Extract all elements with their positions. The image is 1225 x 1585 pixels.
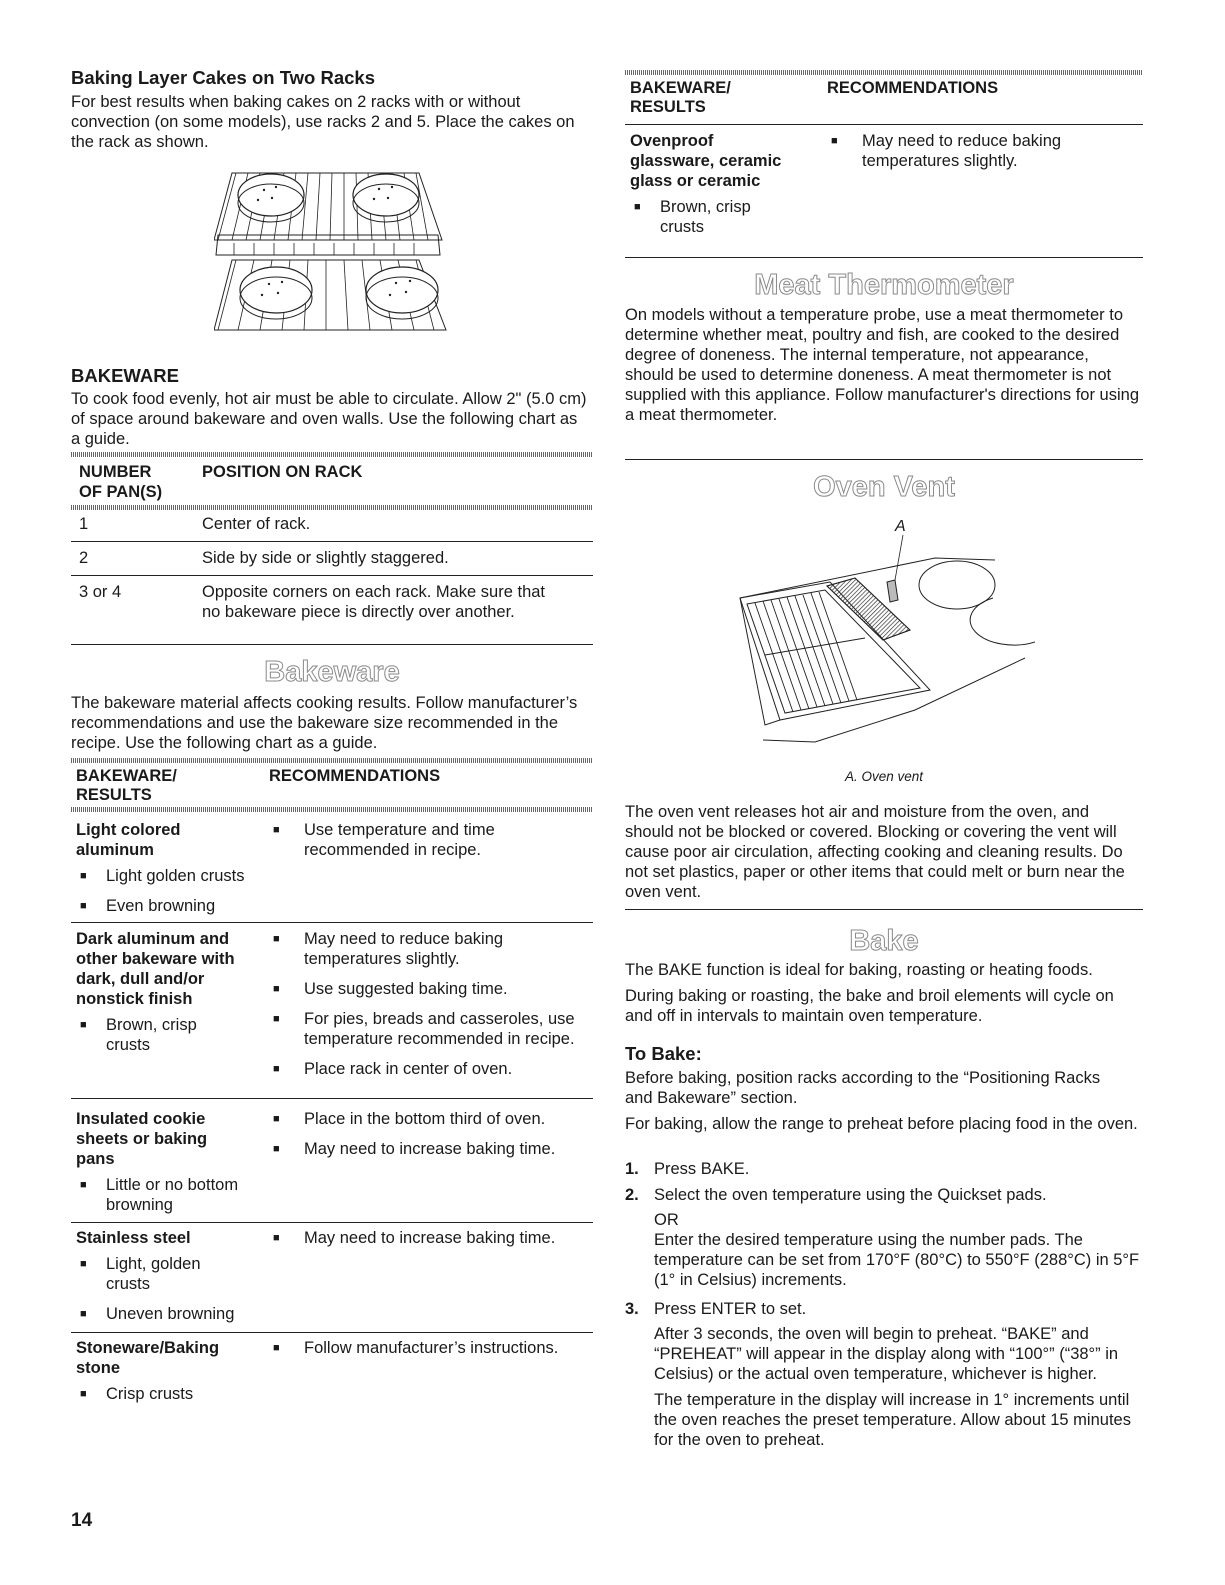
material-name-line: glassware, ceramic xyxy=(630,152,782,170)
header-number-of-pans-line2: OF PAN(S) xyxy=(79,483,163,501)
list-item xyxy=(625,1185,1143,1290)
meat-thermometer-title: Meat Thermometer xyxy=(754,269,1014,301)
recommendation-item: ■ For pies, breads and casseroles, use temperature recommended in recipe. xyxy=(269,1009,579,1049)
material-name-line: glass or ceramic xyxy=(630,172,761,190)
step-or: OR xyxy=(654,1211,679,1229)
bakeware-positions-text: To cook food evenly, hot air must be able to circulate. Allow 2" (5.0 cm) of space around bakeware and oven walls. Use the following chart as a guide. xyxy=(71,390,587,448)
step-text: Press ENTER to set. xyxy=(654,1300,807,1318)
row-rule xyxy=(71,1098,593,1099)
material-name-line: sheets or baking xyxy=(76,1130,208,1148)
layer-cakes-text: For best results when baking cakes on 2 racks with or without convection (on some models), use racks 2 and 5. Place the cakes on the rack as shown. xyxy=(71,93,575,151)
bake-p2: During baking or roasting, the bake and broil elements will cycle on and off in intervals to maintain oven temperature. xyxy=(625,987,1114,1025)
result-item: ■ Uneven browning xyxy=(76,1304,266,1324)
material-name-line: aluminum xyxy=(76,841,154,859)
table-row-stoneware-recs xyxy=(269,1338,599,1358)
table-top-rule xyxy=(71,452,593,457)
header-position-on-rack: POSITION ON RACK xyxy=(202,463,363,481)
callout-a-label: A xyxy=(895,518,906,535)
table-row-insulated-material xyxy=(76,1109,266,1215)
page-number: 14 xyxy=(71,1510,93,1531)
material-name-line: Insulated cookie xyxy=(76,1110,206,1128)
result-item: ■ Light, golden crusts xyxy=(76,1254,226,1294)
row-rule xyxy=(71,922,593,923)
header-rule xyxy=(71,807,593,812)
step-extra: After 3 seconds, the oven will begin to preheat. “BAKE” and “PREHEAT” will appear in the display along with “100°” (“38°” in Celsius) or the actual oven temperature, whichever is higher. xyxy=(654,1325,1119,1383)
table-row-2-num: 2 xyxy=(79,549,89,567)
result-item: ■ Brown, crisp crusts xyxy=(630,197,780,237)
step-number: 3. xyxy=(625,1300,639,1318)
table-row-2-pos: Side by side or slightly staggered. xyxy=(202,549,449,567)
meat-thermometer-text: On models without a temperature probe, use a meat thermometer to determine whether meat, poultry and fish, are cooked to the desired degree of doneness. The internal temperature, not appearance, should be used to determine doneness. A meat thermometer is not supplied with this appliance. Follow manufacturer's directions for using a meat thermometer. xyxy=(625,306,1139,424)
table-row-1-num: 1 xyxy=(79,515,89,533)
table-row-stainless-material xyxy=(76,1228,266,1324)
table-row-3-pos-line2: no bakeware piece is directly over another. xyxy=(202,603,515,621)
table-row-dark-aluminum-material xyxy=(76,929,266,1055)
oven-vent-caption: A. Oven vent xyxy=(844,769,924,784)
header-number-of-pans-line1: NUMBER xyxy=(79,463,152,481)
section-rule xyxy=(625,909,1143,910)
recommendation-item: ■ Use suggested baking time. xyxy=(269,979,599,999)
step-text: Press BAKE. xyxy=(654,1160,750,1178)
row-rule xyxy=(71,575,593,576)
section-rule xyxy=(625,459,1143,460)
bake-title: Bake xyxy=(849,925,919,957)
oven-vent-illustration xyxy=(735,530,1035,745)
table-row-ovenproof-recs xyxy=(827,131,1157,171)
bake-p3: Before baking, position racks according to the “Positioning Racks and Bakeware” section. xyxy=(625,1069,1101,1107)
step-number: 1. xyxy=(625,1160,639,1178)
header-rule xyxy=(625,124,1143,125)
bake-p1: The BAKE function is ideal for baking, roasting or heating foods. xyxy=(625,961,1093,979)
material-name-line: other bakeware with xyxy=(76,950,235,968)
header-bakeware-results-line2: RESULTS xyxy=(630,98,706,116)
header-recommendations: RECOMMENDATIONS xyxy=(269,767,441,785)
material-name-line: pans xyxy=(76,1150,115,1168)
recommendation-item: ■ Follow manufacturer’s instructions. xyxy=(269,1338,599,1358)
table-row-ovenproof-material xyxy=(630,131,830,237)
table-row-stainless-recs xyxy=(269,1228,599,1248)
result-item: ■ Brown, crisp crusts xyxy=(76,1015,226,1055)
header-bakeware-results-line1: BAKEWARE/ xyxy=(76,767,177,785)
row-rule xyxy=(71,1332,593,1333)
result-item: ■ Even browning xyxy=(76,896,266,916)
step-extra: The temperature in the display will increase in 1° increments until the oven reaches the preset temperature. Allow about 15 minutes for the oven to preheat. xyxy=(654,1391,1131,1449)
material-name-line: stone xyxy=(76,1359,121,1377)
result-item: ■ Light golden crusts xyxy=(76,866,266,886)
recommendation-item: ■ May need to increase baking time. xyxy=(269,1228,599,1248)
bake-p4: For baking, allow the range to preheat before placing food in the oven. xyxy=(625,1115,1138,1133)
recommendation-item: ■ May need to increase baking time. xyxy=(269,1139,599,1159)
list-item xyxy=(625,1299,1143,1450)
table-bottom-rule xyxy=(71,644,593,645)
to-bake-heading: To Bake: xyxy=(625,1043,702,1064)
header-bakeware-results-line1: BAKEWARE/ xyxy=(630,79,731,97)
row-rule xyxy=(71,1222,593,1223)
oven-vent-title: Oven Vent xyxy=(813,471,955,503)
recommendation-item: ■ Place in the bottom third of oven. xyxy=(269,1109,599,1129)
header-bakeware-results-line2: RESULTS xyxy=(76,786,152,804)
header-rule xyxy=(71,505,593,510)
table-row-3-num: 3 or 4 xyxy=(79,583,122,601)
table-row-dark-aluminum-recs xyxy=(269,929,599,1079)
step-extra: Enter the desired temperature using the number pads. The temperature can be set from 170°F (80°C) to 550°F (288°C) in 5°F (1° in Celsius) increments. xyxy=(654,1231,1140,1289)
table-row-1-pos: Center of rack. xyxy=(202,515,311,533)
table-row-light-aluminum-recs xyxy=(269,820,599,860)
recommendation-item: ■ Use temperature and time recommended in recipe. xyxy=(269,820,509,860)
material-name-line: Stainless steel xyxy=(76,1229,191,1247)
material-name-line: dark, dull and/or xyxy=(76,970,205,988)
table-row-3-pos-line1: Opposite corners on each rack. Make sure that xyxy=(202,583,546,601)
step-text: Select the oven temperature using the Quickset pads. xyxy=(654,1186,1047,1204)
two-rack-cakes-illustration xyxy=(214,165,449,337)
table-top-rule xyxy=(71,758,593,763)
bakeware-section-title: Bakeware xyxy=(264,656,400,688)
header-recommendations: RECOMMENDATIONS xyxy=(827,79,999,97)
result-item: ■ Little or no bottom browning xyxy=(76,1175,261,1215)
bakeware-continued-table xyxy=(625,70,1143,236)
step-number: 2. xyxy=(625,1186,639,1204)
table-top-rule xyxy=(625,70,1143,75)
material-name-line: nonstick finish xyxy=(76,990,193,1008)
recommendation-item: ■ May need to reduce baking temperatures slightly. xyxy=(269,929,529,969)
layer-cakes-heading: Baking Layer Cakes on Two Racks xyxy=(71,67,375,88)
table-row-insulated-recs xyxy=(269,1109,599,1159)
bakeware-section-text: The bakeware material affects cooking results. Follow manufacturer’s recommendations and use the bakeware size recommended in the recipe. Use the following chart as a guide. xyxy=(71,694,578,752)
table-row-light-aluminum-material xyxy=(76,820,266,916)
material-name-line: Ovenproof xyxy=(630,132,714,150)
table-bottom-rule xyxy=(625,257,1143,258)
bakeware-positions-heading: BAKEWARE xyxy=(71,365,179,386)
material-name-line: Stoneware/Baking xyxy=(76,1339,220,1357)
material-name-line: Light colored xyxy=(76,821,181,839)
rack-position-table xyxy=(71,452,593,621)
recommendation-item: ■ Place rack in center of oven. xyxy=(269,1059,599,1079)
row-rule xyxy=(71,541,593,542)
material-name-line: Dark aluminum and xyxy=(76,930,230,948)
list-item xyxy=(625,1159,1143,1179)
result-item: ■ Crisp crusts xyxy=(76,1384,266,1404)
oven-vent-text: The oven vent releases hot air and moisture from the oven, and should not be blocked or covered. Blocking or covering the vent will cause poor air circulation, affecting cooking and cleaning results. Do not set plastics, paper or other items that could melt or burn near the oven vent. xyxy=(625,803,1125,901)
recommendation-item: ■ May need to reduce baking temperatures slightly. xyxy=(827,131,1087,171)
table-row-stoneware-material xyxy=(76,1338,266,1404)
bakeware-recommendations-table xyxy=(71,758,593,1403)
